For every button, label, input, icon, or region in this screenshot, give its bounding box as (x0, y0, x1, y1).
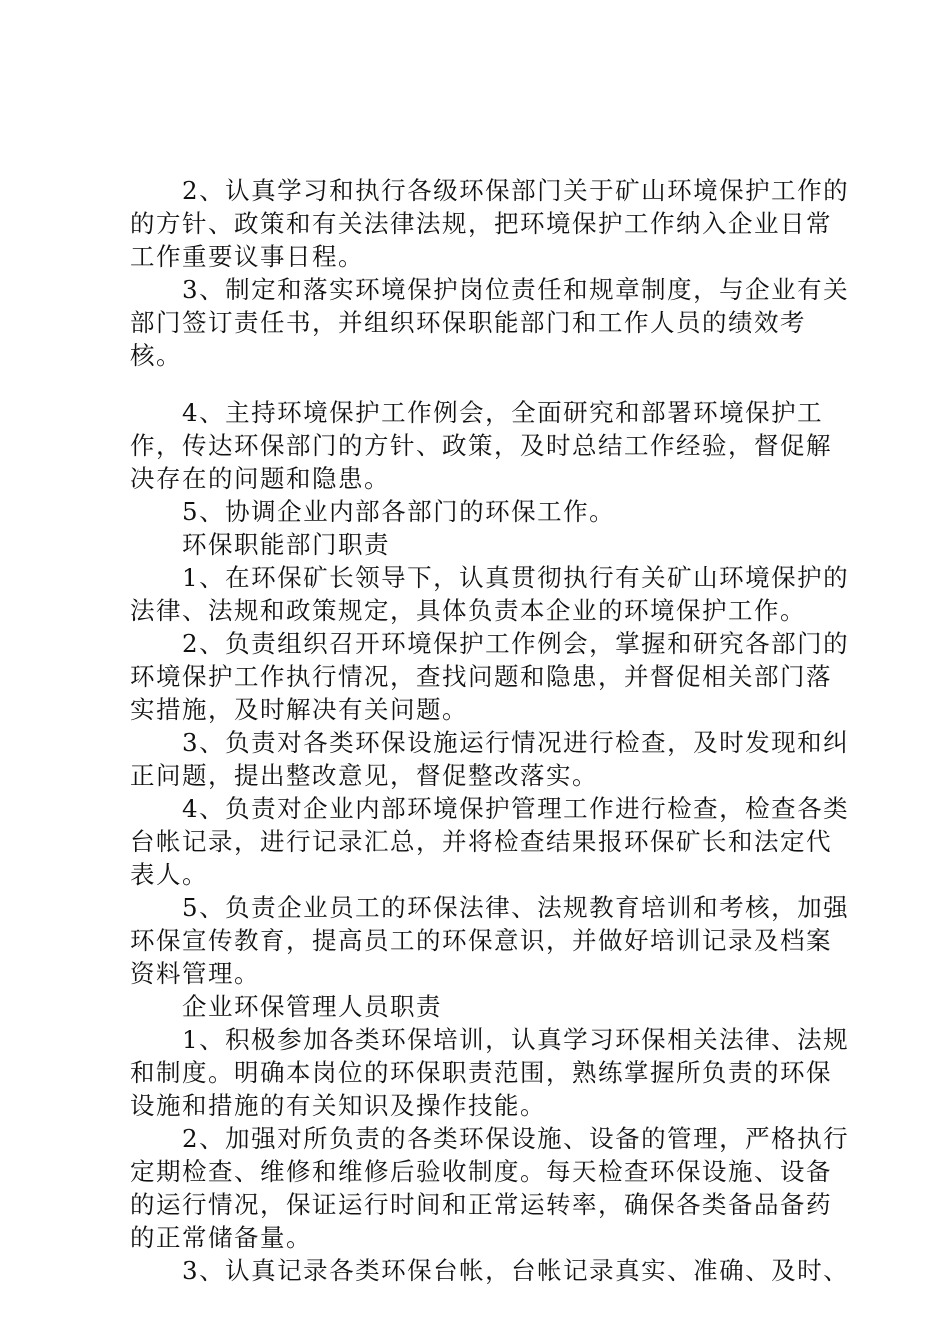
paragraph-staff-duty-2: 2、加强对所负责的各类环保设施、设备的管理，严格执行定期检查、维修和维修后验收制度。每天检查环保设施、设备的运行情况，保证运行时间和正常运转率，确保各类备品备药的正常储备量。 (130, 1124, 850, 1252)
paragraph-staff-duty-3: 3、认真记录各类环保台帐，台帐记录真实、准确、及时、 (182, 1256, 850, 1285)
paragraph-department-duty-5: 5、负责企业员工的环保法律、法规教育培训和考核，加强环保宣传教育，提高员工的环保意识，并做好培训记录及档案资料管理。 (130, 893, 850, 988)
paragraph-leader-duty-5: 5、协调企业内部各部门的环保工作。 (182, 497, 616, 526)
paragraph-leader-duty-2: 2、认真学习和执行各级环保部门关于矿山环境保护工作的的方针、政策和有关法律法规，把环境保护工作纳入企业日常工作重要议事日程。 (130, 176, 850, 271)
paragraph-department-duty-2: 2、负责组织召开环境保护工作例会，掌握和研究各部门的环境保护工作执行情况，查找问题和隐患，并督促相关部门落实措施，及时解决有关问题。 (130, 629, 850, 724)
paragraph-staff-duty-1: 1、积极参加各类环保培训，认真学习环保相关法律、法规和制度。明确本岗位的环保职责范围，熟练掌握所负责的环保设施和措施的有关知识及操作技能。 (130, 1025, 850, 1120)
paragraph-department-duty-4: 4、负责对企业内部环境保护管理工作进行检查，检查各类台帐记录，进行记录汇总，并将检查结果报环保矿长和法定代表人。 (130, 794, 850, 889)
section-heading-staff-duties: 企业环保管理人员职责 (182, 992, 442, 1021)
document-body (130, 174, 850, 1287)
paragraph-leader-duty-4: 4、主持环境保护工作例会，全面研究和部署环境保护工作，传达环保部门的方针、政策，及时总结工作经验，督促解决存在的问题和隐患。 (130, 398, 832, 493)
paragraph-department-duty-1: 1、在环保矿长领导下，认真贯彻执行有关矿山环境保护的法律、法规和政策规定，具体负责本企业的环境保护工作。 (130, 563, 850, 625)
paragraph-leader-duty-3: 3、制定和落实环境保护岗位责任和规章制度，与企业有关部门签订责任书，并组织环保职能部门和工作人员的绩效考核。 (130, 275, 850, 370)
paragraph-department-duty-3: 3、负责对各类环保设施运行情况进行检查，及时发现和纠正问题，提出整改意见，督促整改落实。 (130, 728, 850, 790)
section-heading-department-duties: 环保职能部门职责 (182, 530, 390, 559)
